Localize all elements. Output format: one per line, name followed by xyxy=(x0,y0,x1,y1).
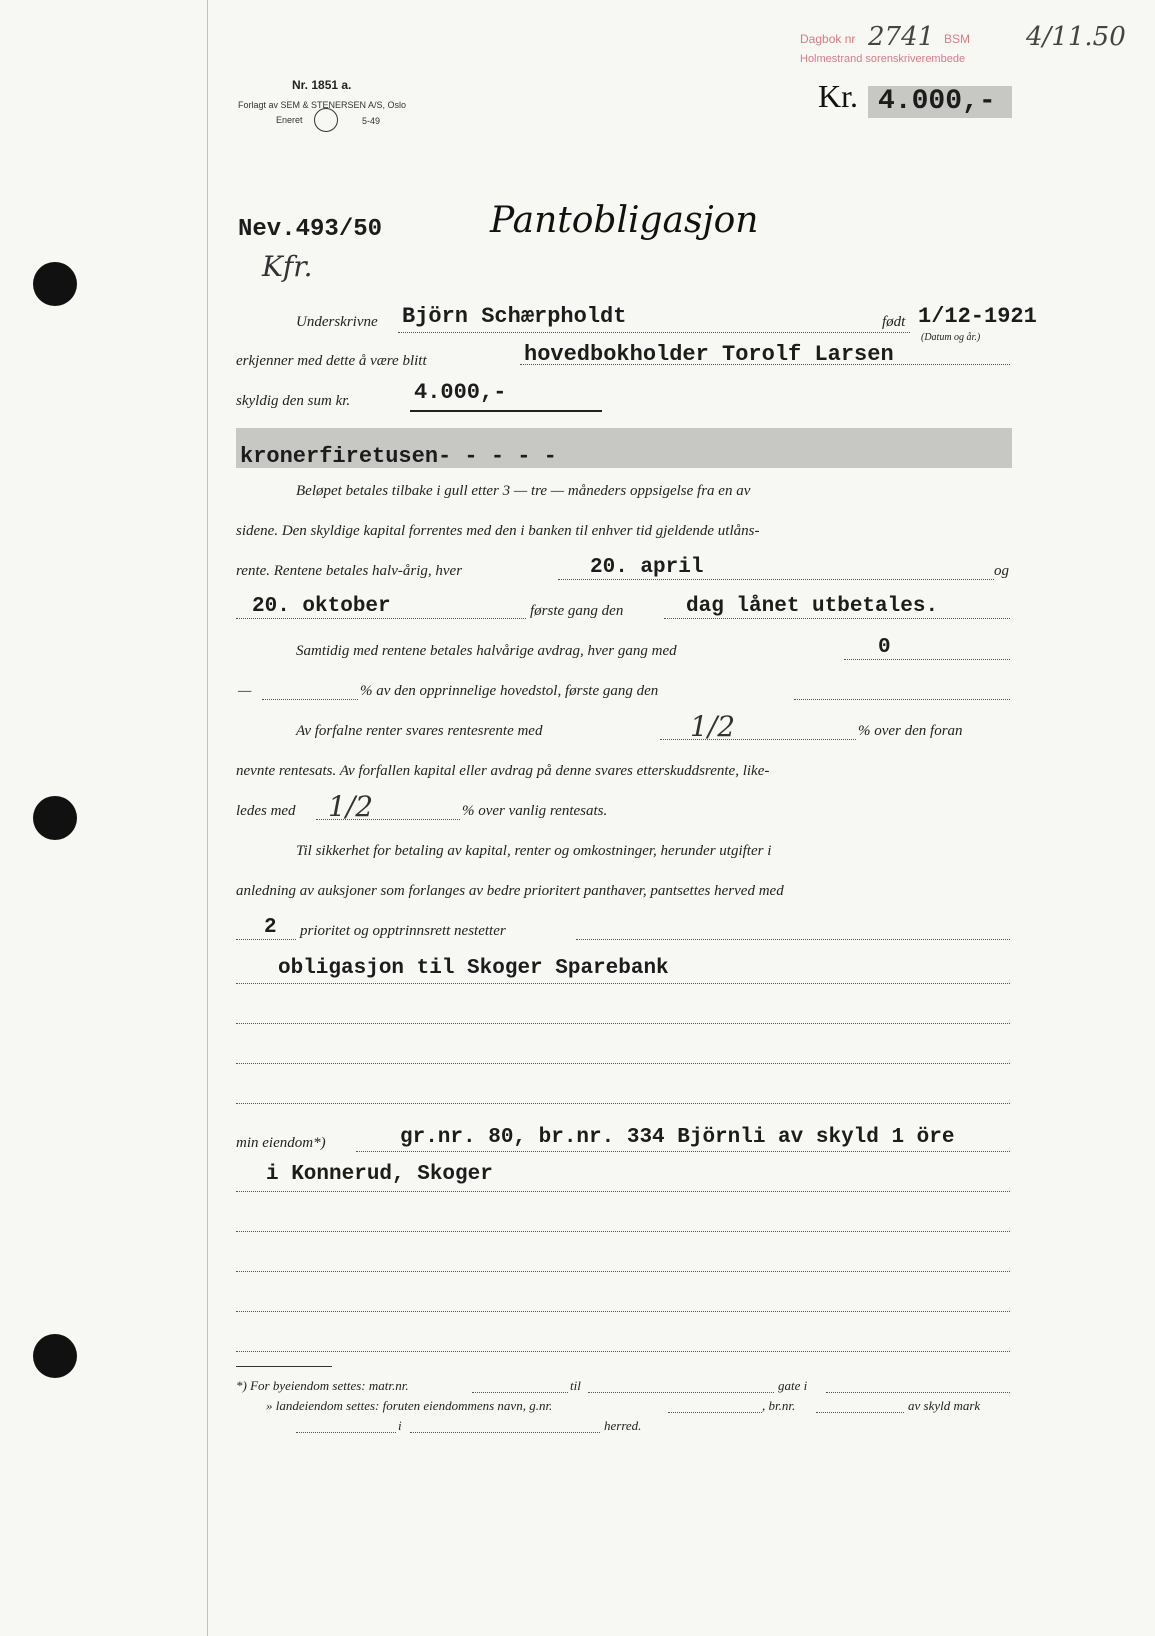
avdrag-value: 0 xyxy=(878,636,891,659)
blank-dots-3 xyxy=(236,1103,1010,1104)
stamp-office: Holmestrand sorenskriverembede xyxy=(800,53,966,65)
property-dots-1 xyxy=(356,1151,1010,1152)
form-edition: 5-49 xyxy=(362,116,381,126)
margin-line xyxy=(207,0,208,1636)
sum-value: 4.000,- xyxy=(414,380,507,405)
undersigned-value: Björn Schærpholdt xyxy=(402,304,627,329)
para3-line1a: Av forfalne renter svares rentesrente med xyxy=(296,723,543,739)
blank-dots-4 xyxy=(236,1231,1010,1232)
undersigned-dots xyxy=(398,332,910,333)
para3-line1b: % over den foran xyxy=(858,723,963,739)
footnote-line2c: av skyld mark xyxy=(908,1398,981,1413)
punch-hole xyxy=(33,796,77,840)
footnote-dots-7 xyxy=(410,1432,600,1433)
footnote-dots-2 xyxy=(588,1392,774,1393)
security-dots xyxy=(236,983,1010,984)
para1-line1: Beløpet betales tilbake i gull etter 3 — tre — måneders oppsigelse fra en av xyxy=(296,483,751,499)
sum-underline xyxy=(410,410,602,412)
etterskudd-value: 1/2 xyxy=(328,790,374,823)
first-avdrag-dots xyxy=(794,699,1010,700)
blank-dots-1 xyxy=(236,1023,1010,1024)
first-time-dots xyxy=(664,618,1010,619)
para3-line2: nevnte rentesats. Av forfallen kapital eller avdrag på denne svares etterskuddsrente, like- xyxy=(236,763,770,779)
first-time-value: dag lånet utbetales. xyxy=(686,595,939,618)
priority-value: 2 xyxy=(264,916,277,939)
footnote-rule xyxy=(236,1366,332,1367)
punch-hole xyxy=(33,1334,77,1378)
para1-line2: sidene. Den skyldige kapital forrentes med den i banken til enhver tid gjeldende utlåns- xyxy=(236,523,760,539)
rentesrente-value: 1/2 xyxy=(690,710,736,743)
form-number: Nr. 1851 a. xyxy=(292,78,352,92)
first-time-label: første gang den xyxy=(530,603,624,619)
creditor-value: hovedbokholder Torolf Larsen xyxy=(524,342,894,367)
born-hint: (Datum og år.) xyxy=(921,332,981,343)
born-value: 1/12-1921 xyxy=(918,304,1037,329)
blank-dots-2 xyxy=(236,1063,1010,1064)
interest-date-1: 20. april xyxy=(590,556,704,579)
born-label: født xyxy=(882,314,906,330)
blank-dots-6 xyxy=(236,1311,1010,1312)
footnote-line2b: , br.nr. xyxy=(762,1398,796,1413)
nestetter-dots xyxy=(576,939,1010,940)
footnote-dots-4 xyxy=(668,1412,762,1413)
form-publisher: Forlagt av SEM & STENERSEN A/S, Oslo xyxy=(238,100,407,110)
footnote-dots-6 xyxy=(296,1432,396,1433)
interest-date-dots xyxy=(558,579,994,580)
property-dots-2 xyxy=(236,1191,1010,1192)
kr-value: 4.000,- xyxy=(878,86,996,117)
para4-line1: Til sikkerhet for betaling av kapital, renter og omkostninger, herunder utgifter i xyxy=(296,843,772,859)
kr-label: Kr. xyxy=(818,78,858,114)
interest-date-2: 20. oktober xyxy=(252,595,391,618)
para4-line2: anledning av auksjoner som forlanges av bedre prioritert panthaver, pantsettes herved med xyxy=(236,883,784,899)
owe-label: skyldig den sum kr. xyxy=(236,393,351,409)
stamp-date: 4/11.50 xyxy=(1026,22,1126,52)
para2-line1: Samtidig med rentene betales halvårige avdrag, hver gang med xyxy=(296,643,677,659)
form-exclusive: Eneret xyxy=(276,115,303,125)
para1-line3: rente. Rentene betales halv-årig, hver xyxy=(236,563,463,579)
punch-hole xyxy=(33,262,77,306)
undersigned-label: Underskrivne xyxy=(296,314,378,330)
footnote-dots-1 xyxy=(472,1392,568,1393)
para2-line2: % av den opprinnelige hovedstol, første gang den xyxy=(360,683,659,699)
footnote-line3a: i xyxy=(398,1418,402,1433)
date2-dots xyxy=(236,618,526,619)
avdrag-dots xyxy=(844,659,1010,660)
para3-line3b: % over vanlig rentesats. xyxy=(462,803,608,819)
property-line2: i Konnerud, Skoger xyxy=(266,1163,493,1186)
handwritten-initials: Kfr. xyxy=(262,250,313,283)
and-label: og xyxy=(994,563,1009,579)
para4-line3: prioritet og opptrinnsrett nestetter xyxy=(300,923,506,939)
property-line1: gr.nr. 80, br.nr. 334 Björnli av skyld 1 öre xyxy=(400,1126,955,1149)
percent-dots xyxy=(262,699,358,700)
footnote-line2a: » landeiendom settes: foruten eiendommens navn, g.nr. xyxy=(266,1398,553,1413)
footnote-dots-5 xyxy=(816,1412,904,1413)
blank-dots-5 xyxy=(236,1271,1010,1272)
acknowledge-label: erkjenner med dette å være blitt xyxy=(236,353,427,369)
stamp-number: 2741 xyxy=(868,22,935,52)
footnote-line1c: gate i xyxy=(778,1378,808,1393)
document-reference: Nev.493/50 xyxy=(238,216,383,243)
footnote-dots-3 xyxy=(826,1392,1010,1393)
security-value: obligasjon til Skoger Sparebank xyxy=(278,957,669,980)
footnote-line3b: herred. xyxy=(604,1418,642,1433)
para3-line3a: ledes med xyxy=(236,803,296,819)
publisher-logo-icon xyxy=(314,108,338,132)
stamp-line1 xyxy=(800,32,855,46)
footnote-line1b: til xyxy=(570,1378,581,1393)
blank-dots-7 xyxy=(236,1351,1010,1352)
stamp-prefix: Dagbok nr xyxy=(800,32,856,46)
sum-words-value: kronerfiretusen- - - - - xyxy=(240,444,557,469)
footnote-line1a: *) For byeiendom settes: matr.nr. xyxy=(236,1378,409,1393)
document-title: Pantobligasjon xyxy=(490,200,759,241)
para2-dash: — xyxy=(238,683,252,699)
stamp-year-mark: BSM xyxy=(944,32,971,46)
priority-dots xyxy=(236,939,296,940)
property-label: min eiendom*) xyxy=(236,1135,326,1151)
